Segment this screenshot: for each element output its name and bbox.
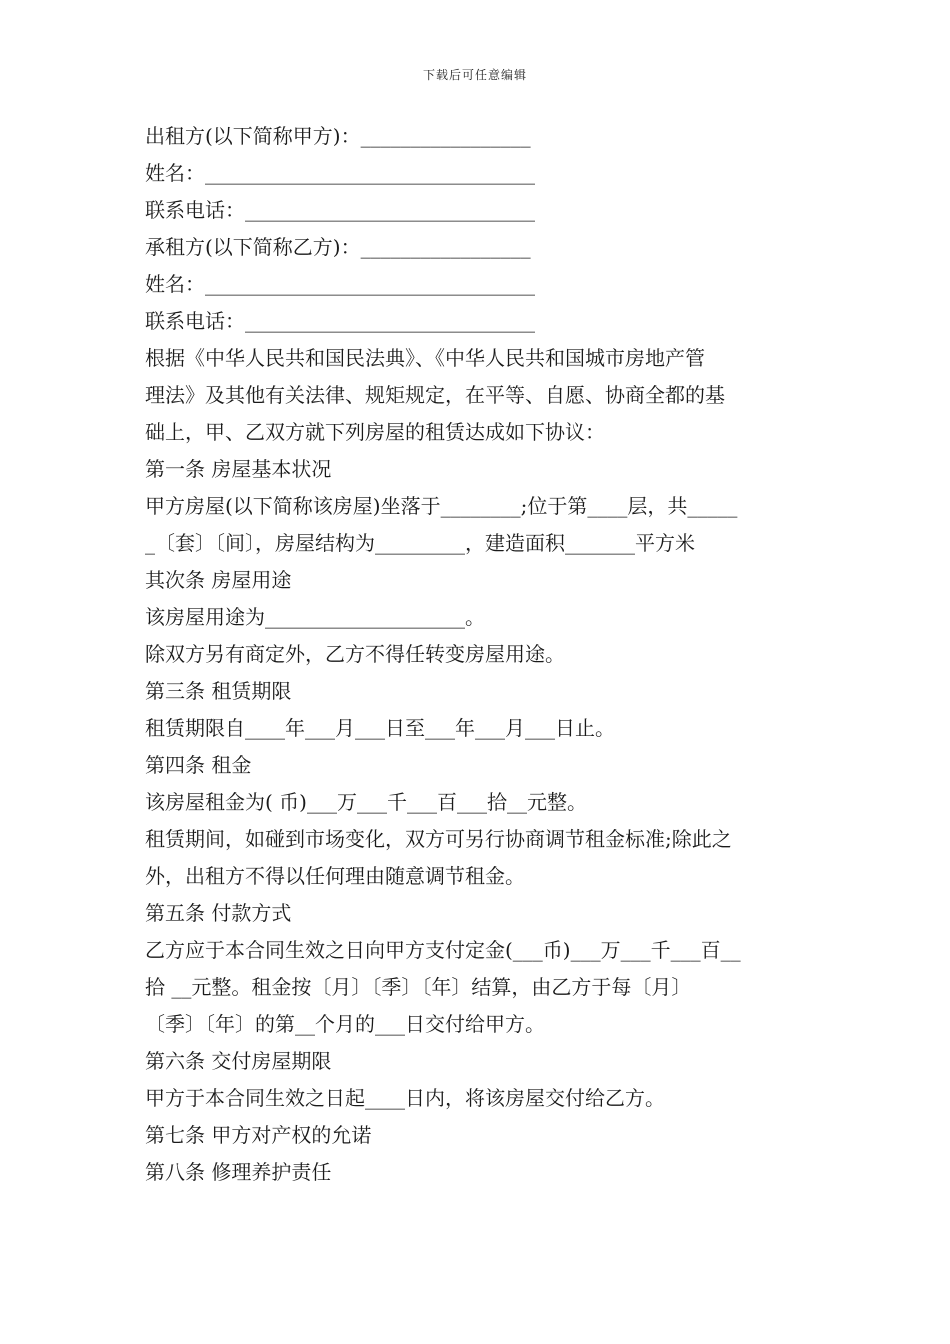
article-1-line-2: _〔套〕〔间〕，房屋结构为_________，建造面积_______平方米	[145, 531, 695, 555]
article-1-title: 第一条 房屋基本状况	[145, 457, 332, 481]
contract-body	[145, 118, 810, 1191]
article-6-title: 第六条 交付房屋期限	[145, 1049, 332, 1073]
article-2-title: 其次条 房屋用途	[145, 568, 292, 592]
article-3-title: 第三条 租赁期限	[145, 679, 292, 703]
preamble-line-2: 理法》及其他有关法律、规矩规定，在平等、自愿、协商全都的基	[145, 383, 725, 407]
article-3-line-1: 租赁期限自____年___月___日至___年___月___日止。	[145, 716, 615, 740]
article-5-line-1: 乙方应于本合同生效之日向甲方支付定金(___币)___万___千___百__	[145, 938, 741, 962]
article-4-line-1: 该房屋租金为( 币)___万___千___百___拾__元整。	[145, 790, 587, 814]
article-4-line-3: 外，出租方不得以任何理由随意调节租金。	[145, 864, 525, 888]
article-2-line-1: 该房屋用途为____________________。	[145, 605, 485, 629]
article-5-line-2: 拾 __元整。租金按〔月〕〔季〕〔年〕结算，由乙方于每〔月〕	[145, 975, 692, 999]
article-5-title: 第五条 付款方式	[145, 901, 292, 925]
lessor-name-line: 姓名：_________________________________	[145, 161, 535, 185]
lessor-phone-line: 联系电话：_____________________________	[145, 198, 535, 222]
lessee-label-line: 承租方(以下简称乙方)：_________________	[145, 235, 531, 259]
article-5-line-3: 〔季〕〔年〕的第__个月的___日交付给甲方。	[145, 1012, 545, 1036]
article-6-line-1: 甲方于本合同生效之日起____日内，将该房屋交付给乙方。	[145, 1086, 665, 1110]
article-4-title: 第四条 租金	[145, 753, 252, 777]
page-header-note: 下载后可任意编辑	[422, 68, 527, 82]
preamble-line-3: 础上，甲、乙双方就下列房屋的租赁达成如下协议：	[145, 420, 605, 444]
preamble-line-1: 根据《中华人民共和国民法典》、《中华人民共和国城市房地产管	[145, 346, 705, 370]
article-1-line-1: 甲方房屋(以下简称该房屋)坐落于________;位于第____层，共_____	[145, 494, 738, 518]
lessee-phone-line: 联系电话：_____________________________	[145, 309, 535, 333]
article-7-title: 第七条 甲方对产权的允诺	[145, 1123, 372, 1147]
article-2-line-2: 除双方另有商定外，乙方不得任转变房屋用途。	[145, 642, 565, 666]
lessor-label-line: 出租方(以下简称甲方)：_________________	[145, 124, 531, 148]
article-4-line-2: 租赁期间，如碰到市场变化，双方可另行协商调节租金标准;除此之	[145, 827, 732, 851]
article-8-title: 第八条 修理养护责任	[145, 1160, 332, 1184]
lessee-name-line: 姓名：_________________________________	[145, 272, 535, 296]
